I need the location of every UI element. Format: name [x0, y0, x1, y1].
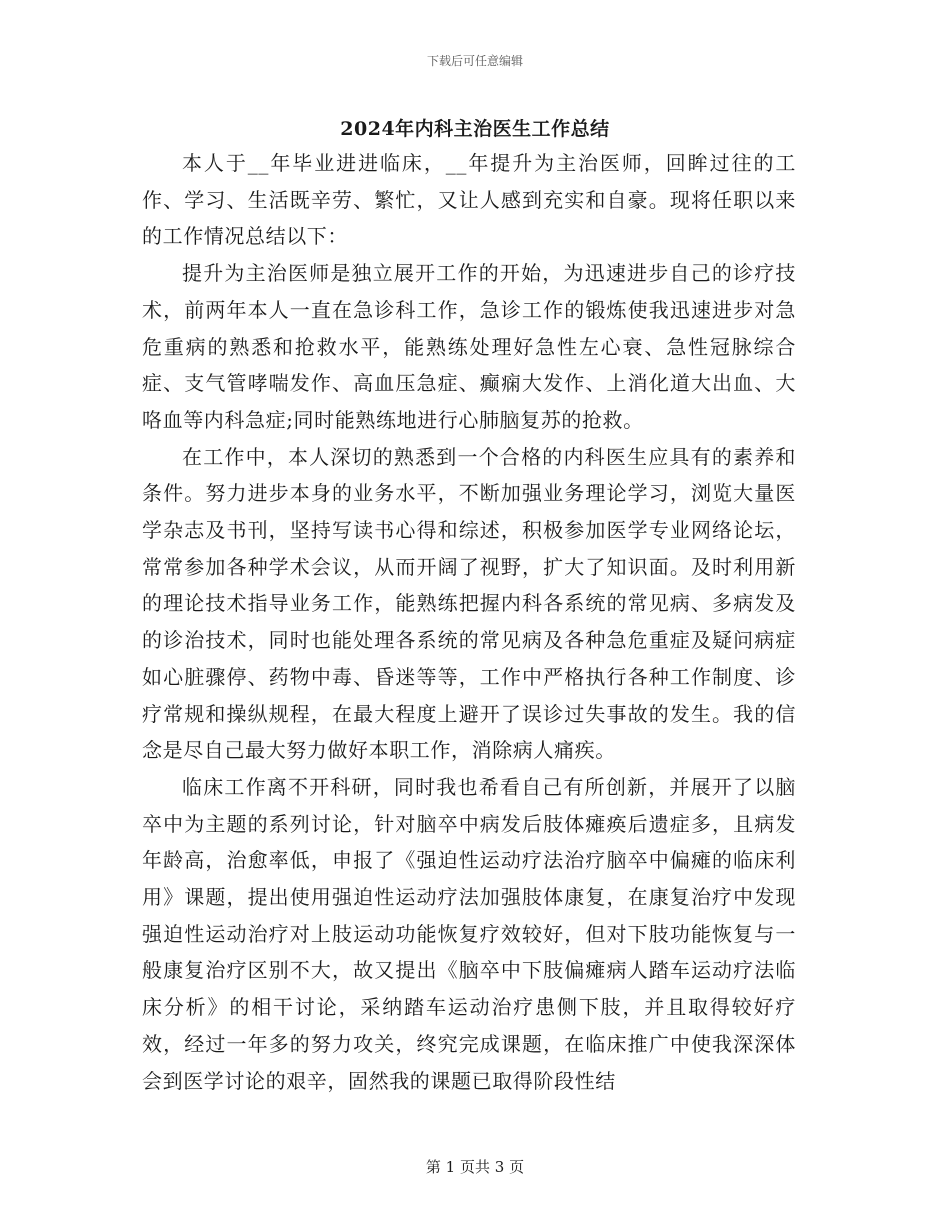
page-header-note: 下载后可任意编辑: [426, 54, 523, 68]
paragraph-research: 临床工作离不开科研，同时我也希看自己有所创新，并展开了以脑卒中为主题的系列讨论，针对脑卒中病发后肢体瘫痪后遗症多，且病发年龄高，治愈率低，申报了《强迫性运动疗法治疗脑卒中偏瘫的临床利用》课题，提出使用强迫性运动疗法加强肢体康复，在康复治疗中发现强迫性运动治疗对上肢运动功能恢复疗效较好，但对下肢功能恢复与一般康复治疗区别不大，故又提出《脑卒中下肢偏瘫病人踏车运动疗法临床分析》的相干讨论，采纳踏车运动治疗患侧下肢，并且取得较好疗效，经过一年多的努力攻关，终究完成课题，在临床推广中使我深深体会到医学讨论的艰辛，固然我的课题已取得阶段性结: [142, 774, 796, 1093]
page-number: 第 1 页共 3 页: [425, 1158, 525, 1176]
paragraph-intro: 本人于__年毕业进进临床，__年提升为主治医师，回眸过往的工作、学习、生活既辛劳、繁忙，又让人感到充实和自豪。现将任职以来的工作情况总结以下：: [142, 151, 796, 249]
paragraph-emergency-work: 提升为主治医师是独立展开工作的开始，为迅速进步自己的诊疗技术，前两年本人一直在急诊科工作，急诊工作的锻炼使我迅速进步对急危重病的熟悉和抢救水平，能熟练处理好急性左心衰、急性冠脉综合症、支气管哮喘发作、高血压急症、癫痫大发作、上消化道大出血、大咯血等内科急症;同时能熟练地进行心肺脑复苏的抢救。: [142, 261, 796, 432]
document-body: [142, 145, 796, 1099]
document-title: 2024年内科主治医生工作总结: [340, 118, 610, 140]
paragraph-professional-growth: 在工作中，本人深切的熟悉到一个合格的内科医生应具有的素养和条件。努力进步本身的业务水平，不断加强业务理论学习，浏览大量医学杂志及书刊，坚持写读书心得和综述，积极参加医学专业网络论坛，常常参加各种学术会议，从而开阔了视野，扩大了知识面。及时利用新的理论技术指导业务工作，能熟练把握内科各系统的常见病、多病发及的诊治技术，同时也能处理各系统的常见病及各种急危重症及疑问病症如心脏骤停、药物中毒、昏迷等等，工作中严格执行各种工作制度、诊疗常规和操纵规程，在最大程度上避开了误诊过失事故的发生。我的信念是尽自己最大努力做好本职工作，消除病人痛疾。: [142, 444, 796, 763]
